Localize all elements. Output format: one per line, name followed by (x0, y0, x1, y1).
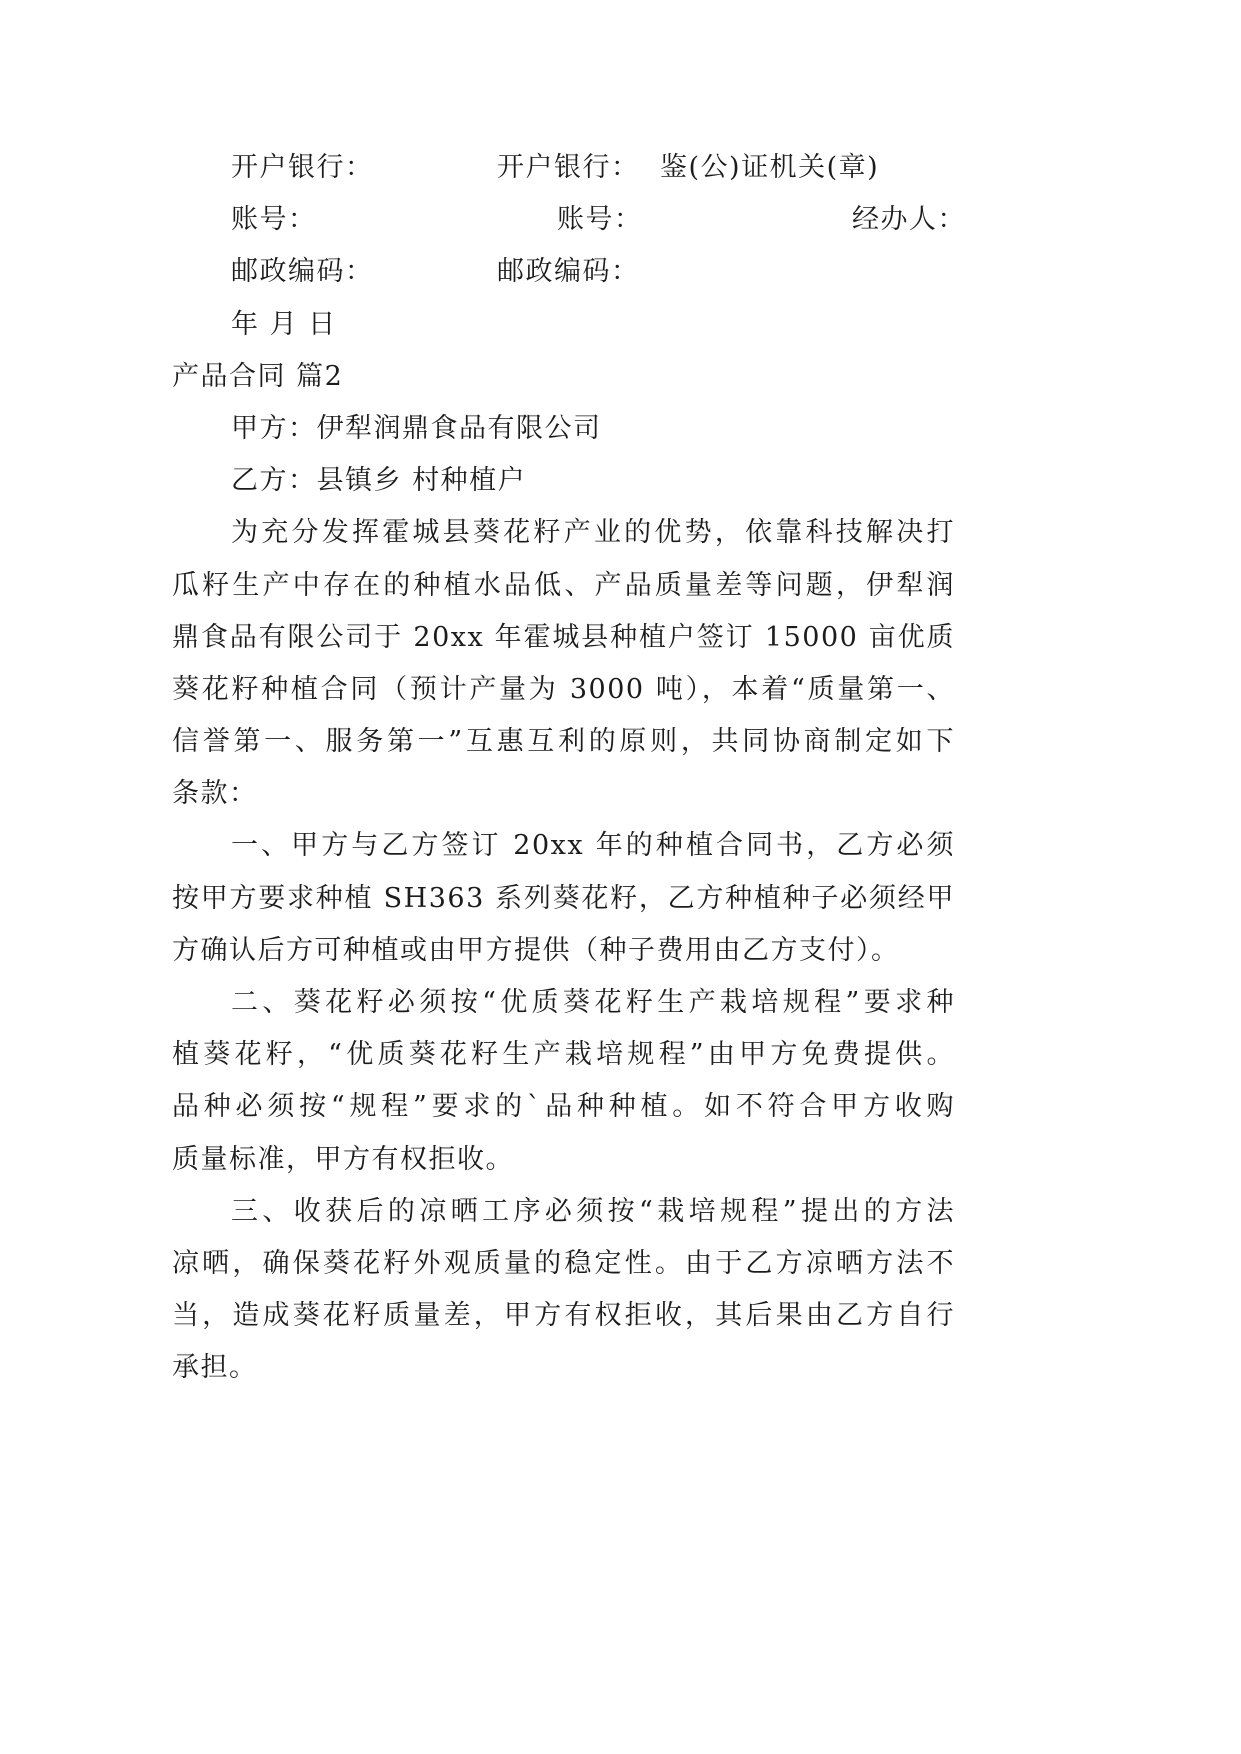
signature-row-postcode (0, 246, 1241, 298)
paragraph-line: 品种必须按“规程”要求的`品种种植。如不符合甲方收购 (172, 1091, 955, 1123)
signature-block (0, 142, 1241, 351)
signature-row-date (0, 299, 1241, 351)
paragraph-line: 条款： (172, 778, 258, 810)
paragraph-line: 凉晒，确保葵花籽外观质量的稳定性。由于乙方凉晒方法不 (172, 1247, 955, 1279)
paragraph-line: 按甲方要求种植 SH363 系列葵花籽，乙方种植种子必须经甲 (172, 882, 955, 914)
paragraph-line: 瓜籽生产中存在的种植水品低、产品质量差等问题，伊犁润 (172, 569, 955, 601)
paragraph-line: 一、甲方与乙方签订 20xx 年的种植合同书，乙方必须 (231, 830, 955, 862)
notary-seal-label: 鉴(公)证机关(章) (660, 152, 880, 183)
paragraph-line: 鼎食品有限公司于 20xx 年霍城县种植户签订 15000 亩优质 (172, 621, 955, 653)
party-a-line: 甲方：伊犁润鼎食品有限公司 (231, 412, 602, 444)
paragraph-line: 当，造成葵花籽质量差，甲方有权拒收，其后果由乙方自行 (172, 1300, 955, 1332)
date-line: 年 月 日 (231, 308, 337, 340)
paragraph-line: 信誉第一、服务第一”互惠互利的原则，共同协商制定如下 (172, 726, 955, 758)
paragraph-preamble (0, 507, 1241, 820)
postcode-label-party-b: 邮政编码： (497, 256, 640, 288)
postcode-label-party-a: 邮政编码： (231, 256, 374, 288)
account-label-party-a: 账号： (231, 204, 317, 236)
account-label-party-b: 账号： (557, 204, 643, 236)
document-body (0, 142, 1241, 1395)
bank-label-party-b: 开户银行： (497, 152, 640, 183)
paragraph-line: 承担。 (172, 1352, 258, 1384)
signature-row-account (0, 194, 1241, 246)
paragraph-clause-2 (0, 977, 1241, 1186)
handler-label: 经办人： (852, 204, 966, 236)
paragraph-clause-3 (0, 1186, 1241, 1395)
paragraph-line: 为充分发挥霍城县葵花籽产业的优势，依靠科技解决打 (231, 517, 955, 549)
paragraph-line: 质量标准，甲方有权拒收。 (172, 1143, 514, 1175)
paragraph-line: 方确认后方可种植或由甲方提供（种子费用由乙方支付）。 (172, 934, 900, 966)
signature-row-bank (0, 142, 1241, 194)
paragraph-line: 二、葵花籽必须按“优质葵花籽生产栽培规程”要求种 (231, 987, 955, 1018)
party-b-line: 乙方：县镇乡 村种植户 (231, 465, 527, 497)
paragraph-line: 三、收获后的凉晒工序必须按“栽培规程”提出的方法 (231, 1195, 955, 1227)
paragraph-line: 植葵花籽，“优质葵花籽生产栽培规程”由甲方免费提供。 (172, 1039, 955, 1071)
section-title: 产品合同 篇2 (172, 360, 344, 392)
paragraph-line: 葵花籽种植合同（预计产量为 3000 吨），本着“质量第一、 (172, 673, 955, 705)
bank-label-party-a: 开户银行： (231, 152, 374, 183)
paragraph-clause-1 (0, 820, 1241, 977)
